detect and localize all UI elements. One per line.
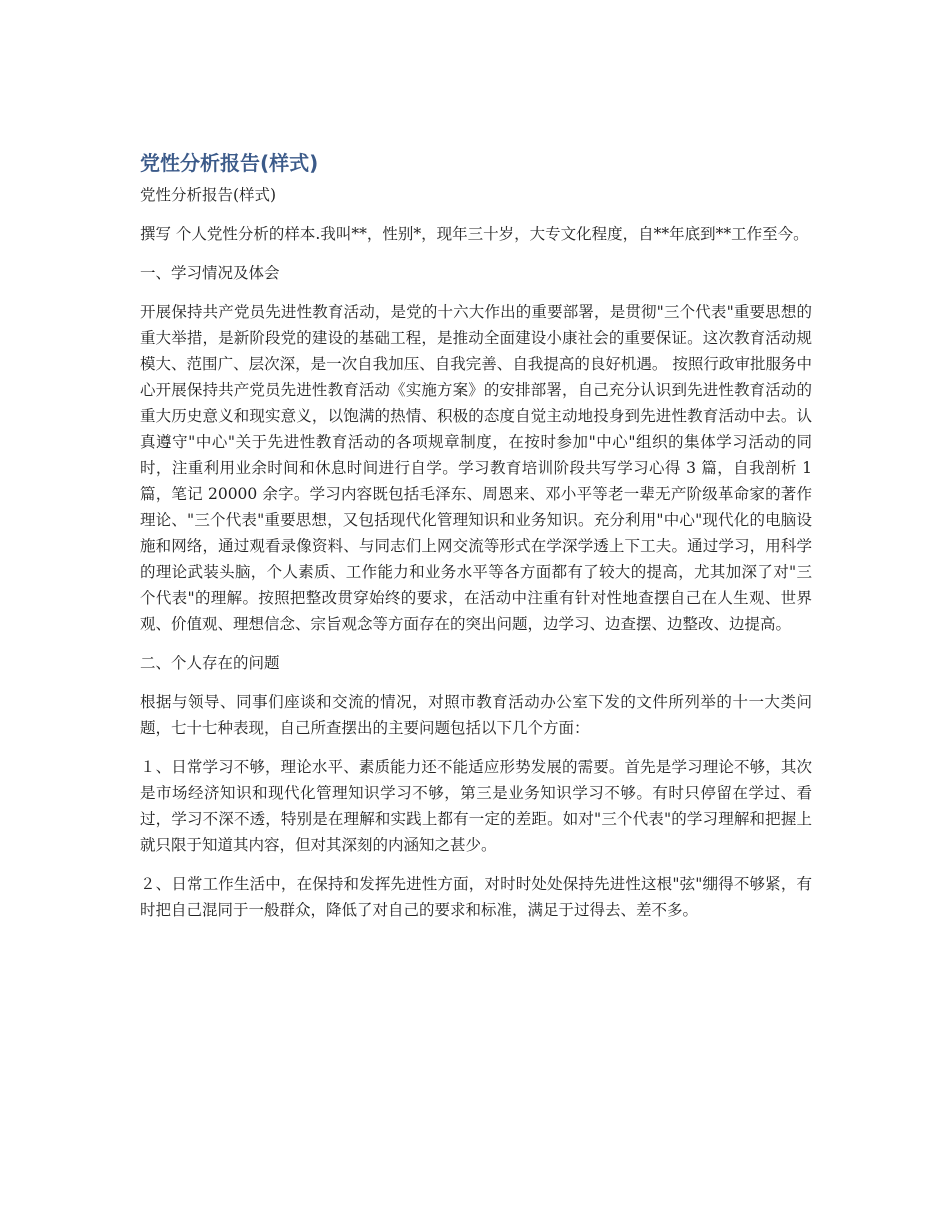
document-title: 党性分析报告(样式) xyxy=(140,151,319,175)
section-heading-problems: 二、个人存在的问题 xyxy=(140,654,280,672)
problem-item-2: ２、日常工作生活中，在保持和发挥先进性方面，对时时处处保持先进性这根"弦"绷得不够紧，有时把自己混同于一般群众，降低了对自己的要求和标准，满足于过得去、差不多。 xyxy=(140,875,812,919)
document-subtitle: 党性分析报告(样式) xyxy=(140,186,277,204)
problem-item-1: １、日常学习不够，理论水平、素质能力还不能适应形势发展的需要。首先是学习理论不够，其次是市场经济知识和现代化管理知识学习不够，第三是业务知识学习不够。有时只停留在学过、看过，学习不深不透，特别是在理解和实践上都有一定的差距。如对"三个代表"的学习理解和把握上就只限于知道其内容，但对其深刻的内涵知之甚少。 xyxy=(140,758,812,854)
section-heading-study: 一、学习情况及体会 xyxy=(140,264,280,282)
intro-paragraph: 撰写 个人党性分析的样本.我叫**，性别*，现年三十岁，大专文化程度，自**年底到**工作至今。 xyxy=(140,225,809,243)
study-paragraph: 开展保持共产党员先进性教育活动，是党的十六大作出的重要部署，是贯彻"三个代表"重要思想的重大举措，是新阶段党的建设的基础工程，是推动全面建设小康社会的重要保证。这次教育活动规模大、范围广、层次深，是一次自我加压、自我完善、自我提高的良好机遇。 按照行政审批服务中心开展保持共产党员先进性教育活动《实施方案》的安排部署，自己充分认识到先进性教育活动的重大历史意义和现实意义，以饱满的热情、积极的态度自觉主动地投身到先进性教育活动中去。认真遵守"中心"关于先进性教育活动的各项规章制度，在按时参加"中心"组织的集体学习活动的同时，注重利用业余时间和休息时间进行自学。学习教育培训阶段共写学习心得 3 篇，自我剖析 1 篇，笔记 20000 余字。学习内容既包括毛泽东、周恩来、邓小平等老一辈无产阶级革命家的著作理论、"三个代表"重要思想，又包括现代化管理知识和业务知识。充分利用"中心"现代化的电脑设施和网络，通过观看录像资料、与同志们上网交流等形式在学深学透上下工夫。通过学习，用科学的理论武装头脑，个人素质、工作能力和业务水平等各方面都有了较大的提高，尤其加深了对"三个代表"的理解。按照把整改贯穿始终的要求，在活动中注重有针对性地查摆自己在人生观、世界观、价值观、理想信念、宗旨观念等方面存在的突出问题，边学习、边查摆、边整改、边提高。 xyxy=(140,303,812,633)
document-page xyxy=(140,148,812,923)
problems-intro-paragraph: 根据与领导、同事们座谈和交流的情况，对照市教育活动办公室下发的文件所列举的十一大类问题，七十七种表现，自己所查摆出的主要问题包括以下几个方面： xyxy=(140,693,812,737)
